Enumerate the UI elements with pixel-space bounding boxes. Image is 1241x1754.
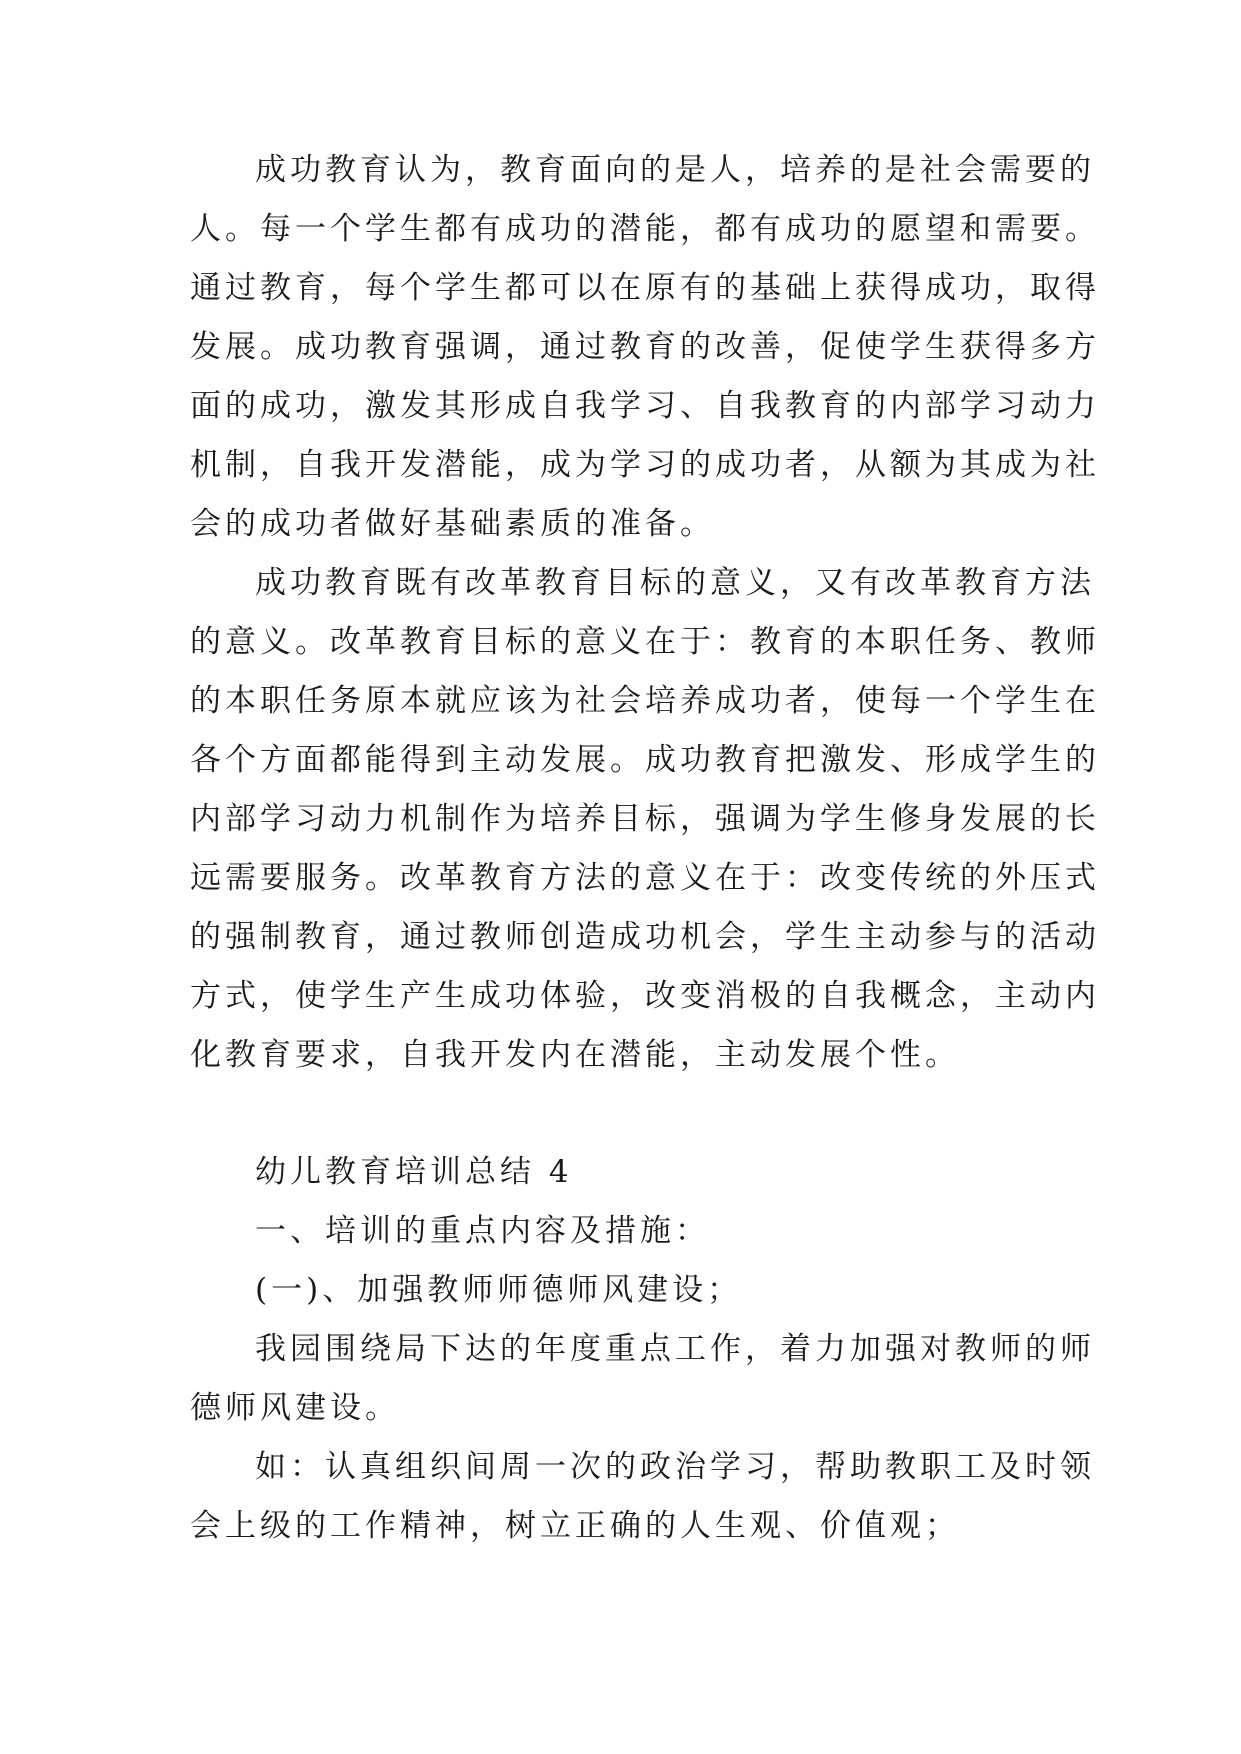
paragraph-1-line-3: 通过教育，每个学生都可以在原有的基础上获得成功，取得	[190, 270, 1100, 306]
paragraph-2-line-4: 各个方面都能得到主动发展。成功教育把激发、形成学生的	[190, 742, 1100, 778]
paragraph-2-line-5: 内部学习动力机制作为培养目标，强调为学生修身发展的长	[190, 801, 1100, 837]
paragraph-1-line-7: 会的成功者做好基础素质的准备。	[190, 506, 715, 542]
paragraph-2-line-7: 的强制教育，通过教师创造成功机会，学生主动参与的活动	[190, 919, 1100, 955]
paragraph-1-line-4: 发展。成功教育强调，通过教育的改善，促使学生获得多方	[190, 329, 1100, 365]
paragraph-2-line-6: 远需要服务。改革教育方法的意义在于：改变传统的外压式	[190, 860, 1100, 896]
paragraph-1-line-2: 人。每一个学生都有成功的潜能，都有成功的愿望和需要。	[190, 211, 1100, 247]
paragraph-2-line-2: 的意义。改革教育目标的意义在于：教育的本职任务、教师	[190, 624, 1100, 660]
paragraph-3-line-1: 我园围绕局下达的年度重点工作，着力加强对教师的师	[255, 1331, 1095, 1367]
paragraph-2-line-3: 的本职任务原本就应该为社会培养成功者，使每一个学生在	[190, 683, 1100, 719]
heading-2: (一)、加强教师师德师风建设；	[255, 1272, 743, 1308]
paragraph-1-line-1: 成功教育认为，教育面向的是人，培养的是社会需要的	[255, 152, 1095, 188]
section-title: 幼儿教育培训总结 4	[255, 1154, 573, 1190]
heading-1: 一、培训的重点内容及措施：	[255, 1213, 710, 1249]
paragraph-3-line-2: 德师风建设。	[190, 1390, 400, 1426]
paragraph-4-line-1: 如：认真组织间周一次的政治学习，帮助教职工及时领	[255, 1449, 1095, 1485]
paragraph-2-line-1: 成功教育既有改革教育目标的意义，又有改革教育方法	[255, 565, 1095, 601]
paragraph-4-line-2: 会上级的工作精神，树立正确的人生观、价值观；	[190, 1508, 960, 1544]
paragraph-1-line-5: 面的成功，激发其形成自我学习、自我教育的内部学习动力	[190, 388, 1100, 424]
paragraph-2-line-9: 化教育要求，自我开发内在潜能，主动发展个性。	[190, 1037, 960, 1073]
paragraph-2-line-8: 方式，使学生产生成功体验，改变消极的自我概念，主动内	[190, 978, 1100, 1014]
paragraph-1-line-6: 机制，自我开发潜能，成为学习的成功者，从额为其成为社	[190, 447, 1100, 483]
